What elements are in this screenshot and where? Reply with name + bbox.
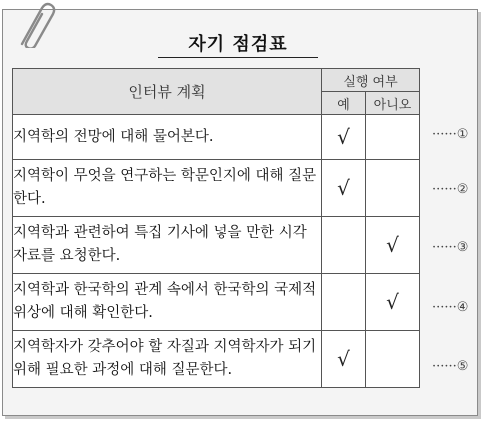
row-text: 지역학의 전망에 대해 물어본다. [13,115,322,160]
no-check-mark: √ [366,274,420,331]
table-row [13,160,420,217]
row-text: 지역학과 관련하여 특집 기사에 넣을 만한 시각 자료를 요청한다. [13,217,322,274]
yes-check-mark: √ [322,160,366,217]
row-number-label: ······① [432,127,469,142]
yes-check-mark: √ [322,115,366,160]
row-text: 지역학과 한국학의 관계 속에서 한국학의 국제적 위상에 대해 확인한다. [13,274,322,331]
row-number-label: ······③ [432,240,469,255]
page-title: 자기 점검표 [188,34,288,55]
yes-check-mark [322,217,366,274]
no-check-mark [366,115,420,160]
no-check-mark [366,160,420,217]
row-text: 지역학자가 갖추어야 할 자질과 지역학자가 되기 위해 필요한 과정에 대해 질문한다. [13,331,322,388]
row-number-label: ······⑤ [432,359,469,374]
self-check-table [12,68,420,388]
table-row [13,115,420,160]
row-text: 지역학이 무엇을 연구하는 학문인지에 대해 질문한다. [13,160,322,217]
header-no: 아니오 [366,92,420,115]
paperclip-icon [12,0,58,48]
no-check-mark [366,331,420,388]
yes-check-mark [322,274,366,331]
no-check-mark: √ [366,217,420,274]
header-interview-plan: 인터뷰 계획 [13,69,322,115]
table-row [13,331,420,388]
table-row [13,274,420,331]
yes-check-mark: √ [322,331,366,388]
header-yes: 예 [322,92,366,115]
row-number-label: ······④ [432,300,469,315]
table-row [13,217,420,274]
row-number-label: ······② [432,182,469,197]
title-underline [158,57,318,58]
header-execution: 실행 여부 [322,69,420,92]
